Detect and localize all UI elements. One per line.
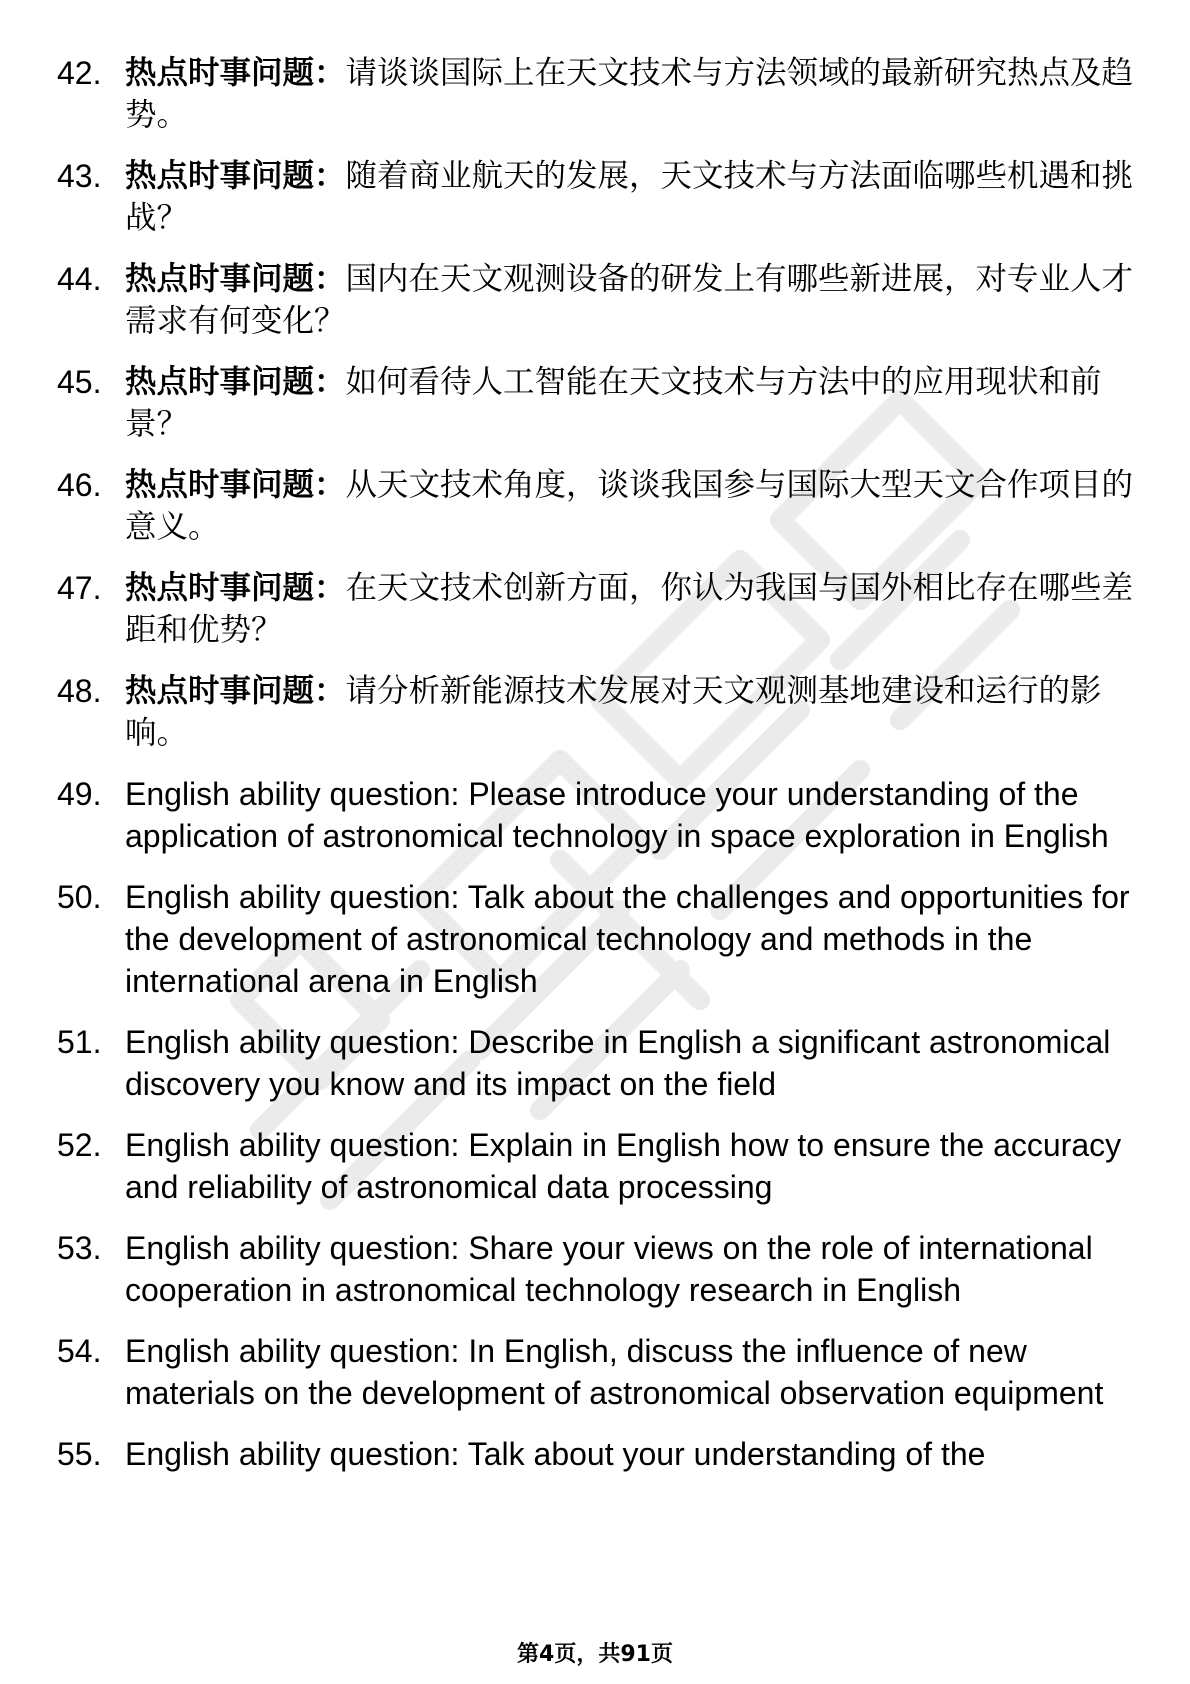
question-text: English ability question: In English, discuss the influence of new materials on the development of astronomical observation equipment: [125, 1333, 1104, 1411]
question-text: English ability question: Describe in English a significant astronomical discovery you know and its impact on the field: [125, 1024, 1111, 1102]
question-list: [57, 52, 1137, 1494]
question-number: 53.: [57, 1230, 102, 1266]
question-text: English ability question: Explain in English how to ensure the accuracy and reliability of astronomical data processing: [125, 1127, 1122, 1205]
question-number: 55.: [57, 1436, 102, 1472]
question-text: English ability question: Talk about your understanding of the: [125, 1436, 986, 1472]
question-text: English ability question: Talk about the challenges and opportunities for the development of astronomical technology and methods in the international arena in English: [125, 879, 1130, 999]
question-item: [57, 567, 1137, 651]
question-number: 42.: [57, 55, 102, 91]
question-number: 54.: [57, 1333, 102, 1369]
question-item: [57, 1433, 1137, 1475]
question-item: [57, 670, 1137, 754]
question-category: 热点时事问题：: [125, 467, 346, 503]
question-text: 请分析新能源技术发展对天文观测基地建设和运行的影响。: [125, 673, 1102, 751]
question-number: 49.: [57, 776, 102, 812]
question-item: [57, 1124, 1137, 1208]
question-category: 热点时事问题：: [125, 673, 346, 709]
question-item: [57, 464, 1137, 548]
question-item: [57, 1330, 1137, 1414]
question-number: 45.: [57, 364, 102, 400]
question-item: [57, 1021, 1137, 1105]
question-item: [57, 361, 1137, 445]
question-number: 48.: [57, 673, 102, 709]
question-category: 热点时事问题：: [125, 570, 346, 606]
question-number: 46.: [57, 467, 102, 503]
question-text: 从天文技术角度，谈谈我国参与国际大型天文合作项目的意义。: [125, 467, 1134, 545]
question-category: 热点时事问题：: [125, 261, 346, 297]
question-text: English ability question: Please introduce your understanding of the application of astronomical technology in space exploration in English: [125, 776, 1109, 854]
question-category: 热点时事问题：: [125, 364, 346, 400]
question-number: 50.: [57, 879, 102, 915]
question-number: 52.: [57, 1127, 102, 1163]
question-text: 如何看待人工智能在天文技术与方法中的应用现状和前景？: [125, 364, 1102, 442]
question-item: [57, 155, 1137, 239]
question-item: [57, 876, 1137, 1002]
question-item: [57, 258, 1137, 342]
question-item: [57, 52, 1137, 136]
question-item: [57, 1227, 1137, 1311]
question-item: [57, 773, 1137, 857]
question-text: 国内在天文观测设备的研发上有哪些新进展，对专业人才需求有何变化？: [125, 261, 1134, 339]
page-number-label: 第4页，共91页: [517, 1642, 673, 1667]
question-number: 47.: [57, 570, 102, 606]
question-text: 在天文技术创新方面，你认为我国与国外相比存在哪些差距和优势？: [125, 570, 1134, 648]
question-category: 热点时事问题：: [125, 55, 346, 91]
question-category: 热点时事问题：: [125, 158, 346, 194]
question-number: 43.: [57, 158, 102, 194]
question-number: 44.: [57, 261, 102, 297]
question-text: English ability question: Share your views on the role of international cooperation in astronomical technology research in English: [125, 1230, 1093, 1308]
question-text: 请谈谈国际上在天文技术与方法领域的最新研究热点及趋势。: [125, 55, 1134, 133]
page-footer: [0, 1637, 1190, 1668]
question-text: 随着商业航天的发展，天文技术与方法面临哪些机遇和挑战？: [125, 158, 1134, 236]
question-number: 51.: [57, 1024, 102, 1060]
